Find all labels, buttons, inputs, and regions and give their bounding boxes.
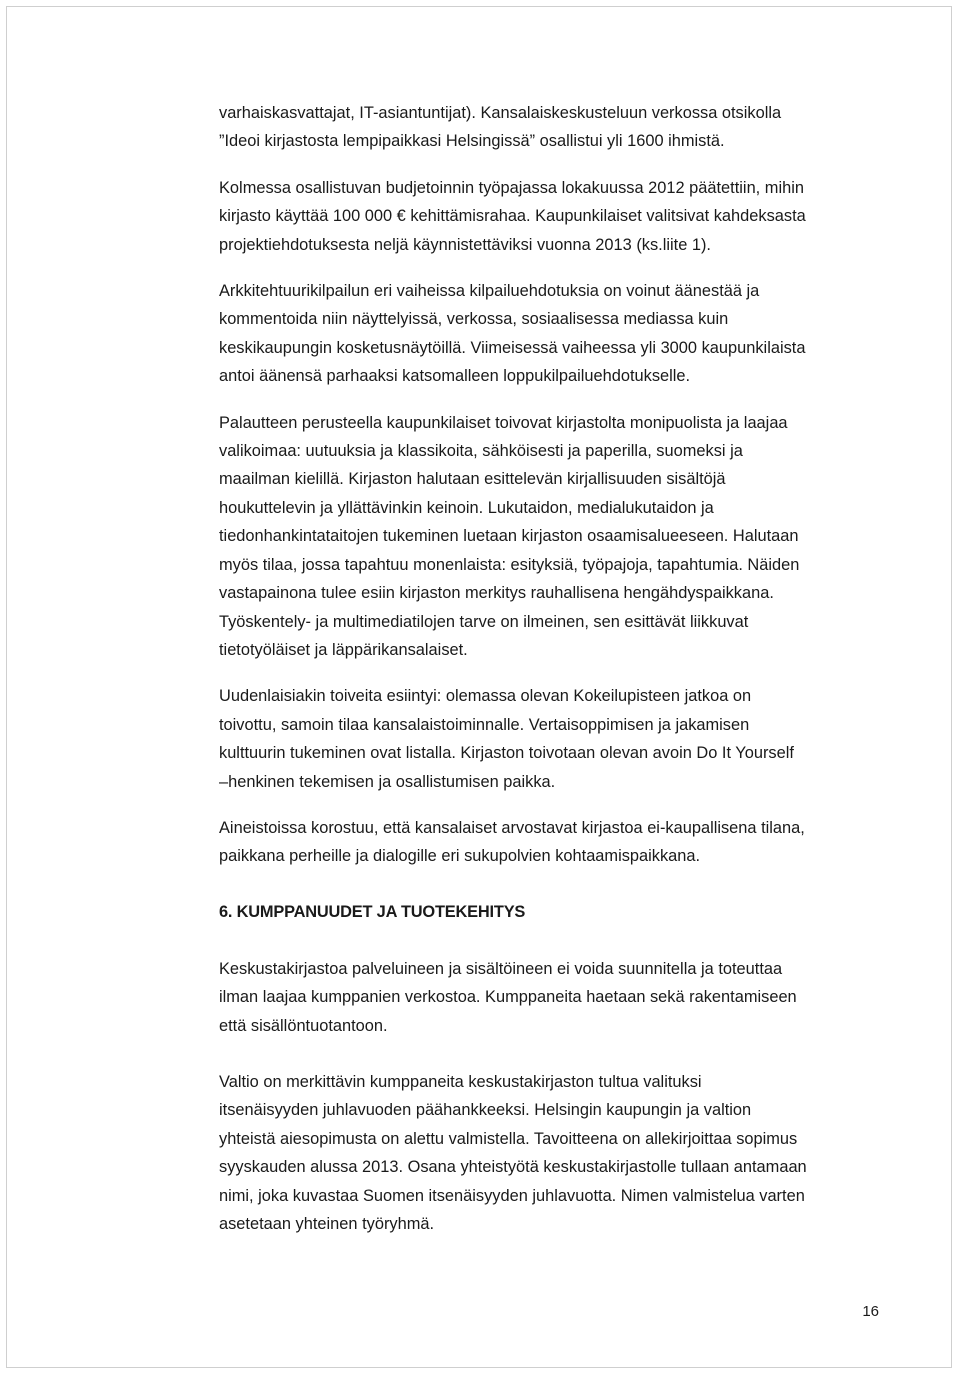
paragraph-1: [219, 99, 899, 156]
text-line: keskikaupungin kosketusnäytöillä. Viimeisessä vaiheessa yli 3000 kaupunkilaista: [219, 338, 806, 357]
page-content: [219, 99, 899, 1256]
text-line: varhaiskasvattajat, IT-asiantuntijat). Kansalaiskeskusteluun verkossa otsikolla: [219, 104, 782, 122]
text-line: kirjasto käyttää 100 000 € kehittämisrahaa. Kaupunkilaiset valitsivat kahdeksasta: [219, 207, 806, 226]
text-line: paikkana perheille ja dialogille eri sukupolvien kohtaamispaikkana.: [219, 847, 701, 866]
section-heading: 6. KUMPPANUUDET JA TUOTEKEHITYS: [219, 902, 526, 921]
text-line: ilman laajaa kumppanien verkostoa. Kumppaneita haetaan sekä rakentamiseen: [219, 988, 797, 1007]
text-line: asetetaan yhteinen työryhmä.: [219, 1215, 435, 1233]
page-number: 16: [862, 1303, 879, 1320]
paragraph-3: [219, 277, 899, 391]
text-line: Arkkitehtuurikilpailun eri vaiheissa kilpailuehdotuksia on voinut äänestää ja: [219, 282, 760, 301]
text-line: vastapainona tulee esiin kirjaston merkitys rauhallisena hengähdyspaikkana.: [219, 584, 774, 603]
text-line: myös tilaa, jossa tapahtuu monenlaista: esityksiä, työpajoja, tapahtumia. Näiden: [219, 555, 800, 574]
paragraph-5: [219, 682, 899, 796]
section-paragraph-2: [219, 1068, 899, 1238]
text-line: Kolmessa osallistuvan budjetoinnin työpajassa lokakuussa 2012 päätettiin, mihin: [219, 178, 804, 197]
text-line: Uudenlaisiakin toiveita esiintyi: olemassa olevan Kokeilupisteen jatkoa on: [219, 687, 752, 706]
text-line: kommentoida niin näyttelyissä, verkossa, sosiaalisessa mediassa kuin: [219, 310, 729, 329]
text-line: Palautteen perusteella kaupunkilaiset toivovat kirjastolta monipuolista ja laajaa: [219, 413, 788, 432]
text-line: Keskustakirjastoa palveluineen ja sisältöineen ei voida suunnitella ja toteuttaa: [219, 959, 783, 978]
text-line: toivottu, samoin tilaa kansalaistoiminnalle. Vertaisoppimisen ja jakamisen: [219, 715, 750, 734]
text-line: tiedonhankintataitojen tukeminen luetaan kirjaston osaamisalueeseen. Halutaan: [219, 527, 799, 546]
text-line: kulttuurin tukeminen ovat listalla. Kirjaston toivotaan olevan avoin Do It Yourself: [219, 744, 794, 763]
text-line: projektiehdotuksesta neljä käynnistettäviksi vuonna 2013 (ks.liite 1).: [219, 235, 711, 254]
paragraph-2: [219, 174, 899, 259]
text-line: antoi äänensä parhaaksi katsomalleen loppukilpailuehdotukselle.: [219, 367, 691, 386]
text-line: –henkinen tekemisen ja osallistumisen paikka.: [219, 772, 556, 791]
text-line: Valtio on merkittävin kumppaneita keskustakirjaston tultua valituksi: [219, 1072, 702, 1091]
paragraph-6: [219, 814, 899, 871]
text-line: tietotyöläiset ja läppärikansalaiset.: [219, 640, 468, 659]
document-page: [6, 6, 952, 1368]
text-line: itsenäisyyden juhlavuoden päähankkeeksi. Helsingin kaupungin ja valtion: [219, 1101, 752, 1120]
text-line: maailman kielillä. Kirjaston halutaan esittelevän kirjallisuuden sisältöjä: [219, 470, 726, 489]
text-line: houkuttelevin ja yllättävinkin keinoin. Lukutaidon, medialukutaidon ja: [219, 498, 714, 517]
text-line: nimi, joka kuvastaa Suomen itsenäisyyden juhlavuotta. Nimen valmistelua varten: [219, 1186, 805, 1205]
text-line: Työskentely- ja multimediatilojen tarve on ilmeinen, sen esittävät liikkuvat: [219, 612, 749, 631]
text-line: että sisällöntuotantoon.: [219, 1016, 388, 1035]
text-line: valikoimaa: uutuuksia ja klassikoita, sähköisesti ja paperilla, suomeksi ja: [219, 442, 743, 461]
text-line: yhteistä aiesopimusta on alettu valmistella. Tavoitteena on allekirjoittaa sopimus: [219, 1129, 798, 1148]
paragraph-4: [219, 409, 899, 665]
text-line: syyskauden alussa 2013. Osana yhteistyötä keskustakirjastolle tullaan antamaan: [219, 1158, 807, 1177]
text-line: Aineistoissa korostuu, että kansalaiset arvostavat kirjastoa ei-kaupallisena tilana,: [219, 818, 805, 837]
section-paragraph-1: [219, 955, 899, 1040]
text-line: ”Ideoi kirjastosta lempipaikkasi Helsingissä” osallistui yli 1600 ihmistä.: [219, 132, 725, 151]
